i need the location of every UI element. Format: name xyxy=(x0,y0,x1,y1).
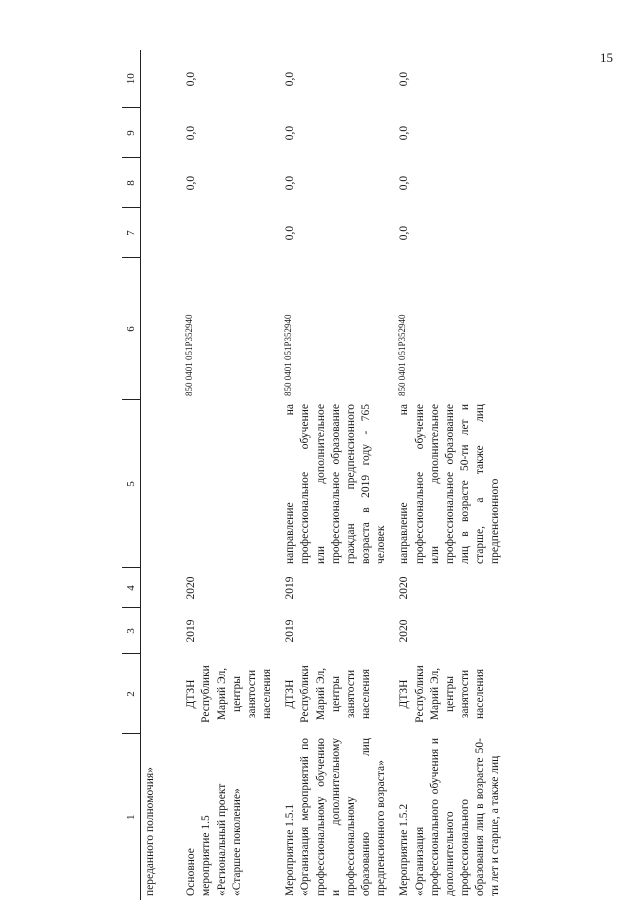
continued-text-row xyxy=(141,50,181,900)
start-year: 2019 xyxy=(185,619,198,643)
end-year: 2020 xyxy=(185,576,198,600)
start-year: 2020 xyxy=(398,619,411,643)
table-row xyxy=(393,50,507,900)
start-year: 2019 xyxy=(284,619,297,643)
column-number: 1 xyxy=(122,734,141,900)
value-col-9: 0,0 xyxy=(398,125,411,141)
value-col-10: 0,0 xyxy=(185,71,198,87)
table-row xyxy=(180,50,279,900)
value-col-8: 0,0 xyxy=(398,175,411,191)
value-col-7: 0,0 xyxy=(398,225,411,241)
value-col-9: 0,0 xyxy=(284,125,297,141)
value-col-7: 0,0 xyxy=(284,225,297,241)
rotated-table-container xyxy=(122,50,632,900)
expected-result: направление на профессиональное обучение или дополнительное профессиональное образование граждан предпенсионного возраста в 2019 году - 765 человек xyxy=(284,404,388,564)
column-number: 10 xyxy=(122,50,141,108)
column-number: 2 xyxy=(122,654,141,734)
measure-name: Основное мероприятие 1.5 «Региональный проект «Старшее поколение» xyxy=(185,783,243,896)
value-col-8: 0,0 xyxy=(284,175,297,191)
measure-name: Мероприятие 1.5.2 «Организация профессионального обучения и дополнительного профессионального образования лиц в возрасте 50-ти лет и старше, а также лиц xyxy=(398,738,502,896)
value-col-8: 0,0 xyxy=(185,175,198,191)
column-number: 9 xyxy=(122,108,141,158)
column-number: 5 xyxy=(122,400,141,568)
budget-code: 850 0401 051P352940 xyxy=(397,314,408,396)
value-col-9: 0,0 xyxy=(185,125,198,141)
table-row xyxy=(279,50,393,900)
executor: ДТЗН Республики Марий Эл, центры занятости населения xyxy=(185,665,274,723)
end-year: 2019 xyxy=(284,576,297,600)
page-number: 15 xyxy=(600,50,613,65)
continued-text: переданного полномочия» xyxy=(144,767,156,896)
end-year: 2020 xyxy=(398,576,411,600)
column-number: 7 xyxy=(122,208,141,258)
column-number: 8 xyxy=(122,158,141,208)
column-number: 4 xyxy=(122,568,141,608)
value-col-7 xyxy=(180,208,279,258)
measure-name: Мероприятие 1.5.1 «Организация мероприятий по профессиональному обучению и дополнительному профессиональному образованию лиц предпенсионного возраста» xyxy=(284,738,388,896)
measures-table xyxy=(122,50,508,900)
executor: ДТЗН Республики Марий Эл, центры занятости населения xyxy=(284,665,373,723)
executor: ДТЗН Республики Марий Эл, центры занятости населения xyxy=(398,665,487,723)
value-col-10: 0,0 xyxy=(284,71,297,87)
column-number: 3 xyxy=(122,608,141,654)
column-number-row xyxy=(122,50,141,900)
value-col-10: 0,0 xyxy=(398,71,411,87)
column-number: 6 xyxy=(122,258,141,400)
expected-result: направление на профессиональное обучение или дополнительное профессиональное образование лиц в возрасте 50-ти лет и старше, а также лиц предпенсионного xyxy=(398,404,502,564)
budget-code: 850 0401 051P352940 xyxy=(184,314,195,396)
budget-code: 850 0401 051P352940 xyxy=(283,314,294,396)
expected-result xyxy=(180,400,279,568)
